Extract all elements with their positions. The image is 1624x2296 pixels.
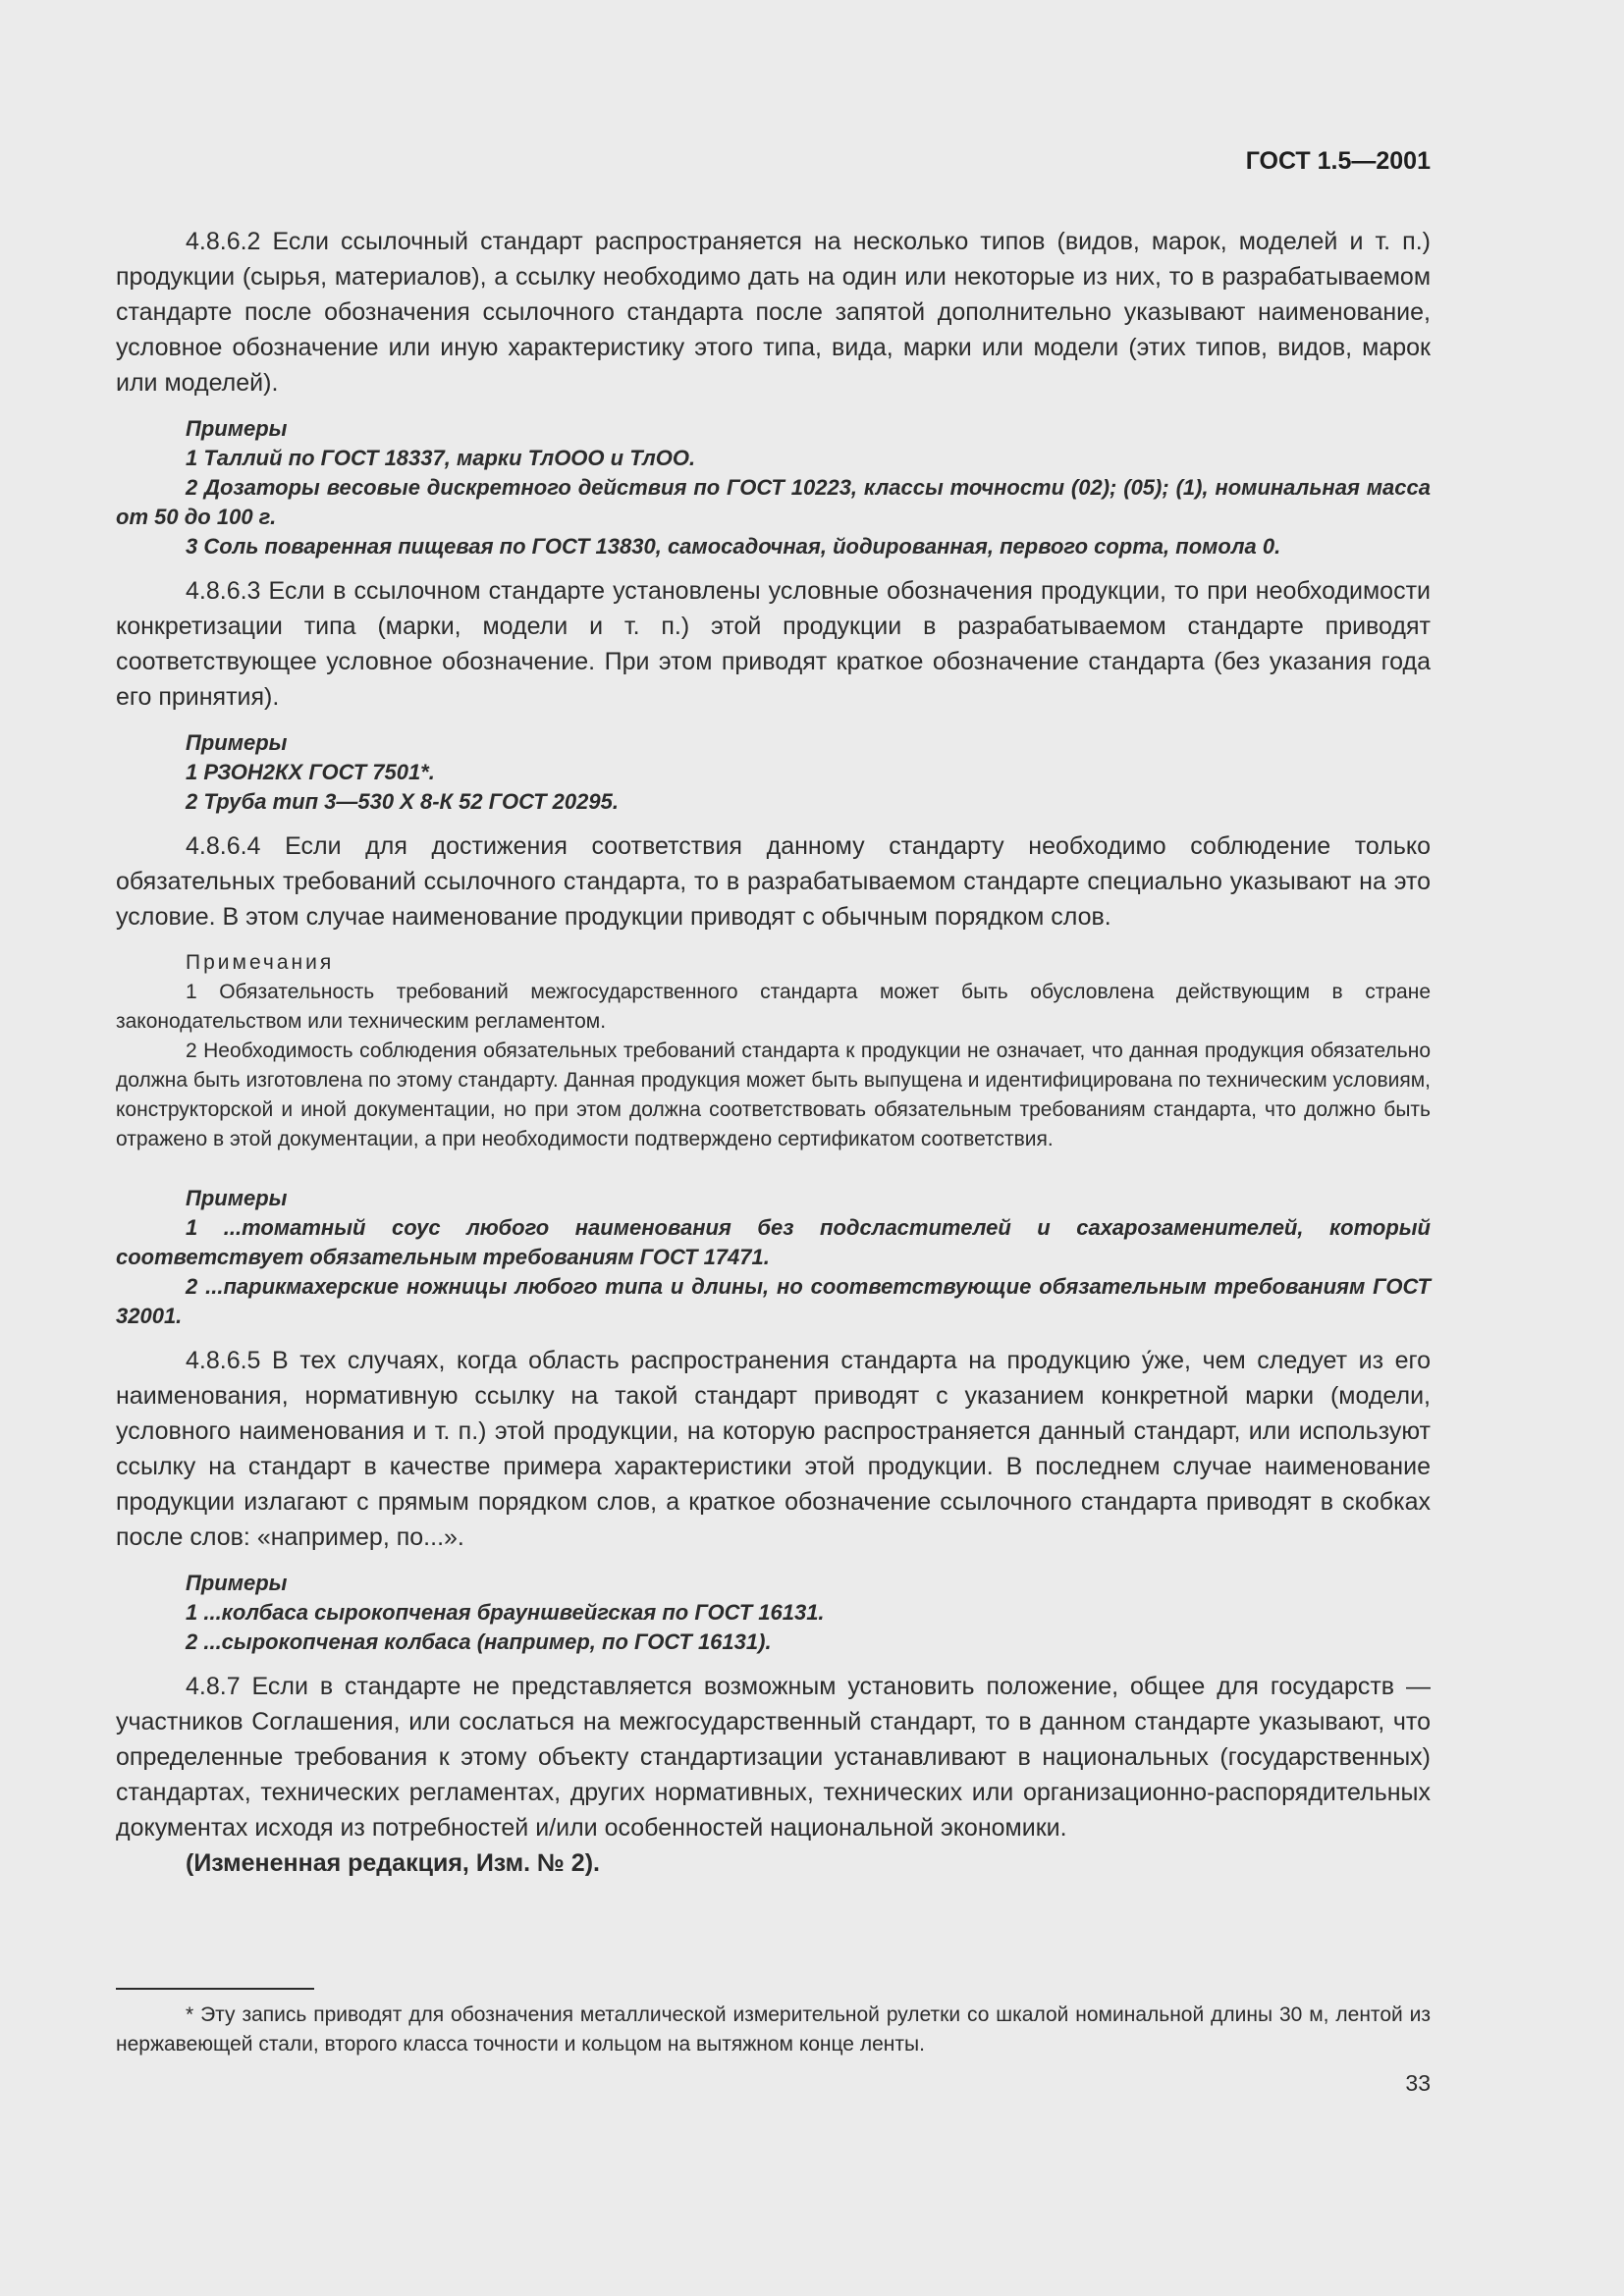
examples-title: Примеры bbox=[186, 1571, 288, 1595]
amendment-note: (Измененная редакция, Изм. № 2). bbox=[186, 1849, 600, 1877]
example-item: 1 ...томатный соус любого наименования без подсластителей и сахарозаменителей, который соответствует обязательным требованиям ГОСТ 17471. bbox=[116, 1215, 1431, 1269]
example-item: 2 ...парикмахерские ножницы любого типа и длины, но соответствующие обязательным требованиям ГОСТ 32001. bbox=[116, 1274, 1431, 1328]
examples-block-3 bbox=[116, 1184, 1431, 1331]
note-item: 1 Обязательность требований межгосударственного стандарта может быть обусловлена действующим в стране законодательством или техническим регламентом. bbox=[116, 981, 1431, 1033]
example-item: 3 Соль поваренная пищевая по ГОСТ 13830, самосадочная, йодированная, первого сорта, помола 0. bbox=[186, 534, 1281, 559]
examples-block-4 bbox=[116, 1569, 1431, 1657]
example-item: 1 ...колбаса сырокопченая брауншвейгская по ГОСТ 16131. bbox=[186, 1600, 825, 1625]
examples-block-2 bbox=[116, 728, 1431, 817]
notes-block bbox=[116, 948, 1431, 1154]
examples-title: Примеры bbox=[186, 416, 288, 441]
note-item: 2 Необходимость соблюдения обязательных требований стандарта к продукции не означает, что данная продукция обязательно должна быть изготовлена по этому стандарту. Данная продукция может быть выпущена и идентифицирована по техническим условиям, конструкторской и иной документации, но при этом должна соответствовать обязательным требованиям стандарта, что должно быть отражено в этой документации, а при необходимости подтверждено сертификатом соответствия. bbox=[116, 1040, 1431, 1150]
footnote-divider bbox=[116, 1988, 314, 1990]
examples-title: Примеры bbox=[186, 730, 288, 755]
document-header: ГОСТ 1.5—2001 bbox=[1245, 147, 1431, 175]
page-number: 33 bbox=[1405, 2070, 1431, 2096]
document-body bbox=[116, 224, 1431, 1881]
example-item: 2 Дозаторы весовые дискретного действия по ГОСТ 10223, классы точности (02); (05); (1), номинальная масса от 50 до 100 г. bbox=[116, 475, 1431, 529]
paragraph-4-8-6-2: 4.8.6.2 Если ссылочный стандарт распространяется на несколько типов (видов, марок, моделей и т. п.) продукции (сырья, материалов), а ссылку необходимо дать на один или некоторые из них, то в разрабатываемом стандарте после обозначения ссылочного стандарта после запятой дополнительно указывают наименование, условное обозначение или иную характеристику этого типа, вида, марки или модели (этих типов, видов, марок или моделей). bbox=[116, 228, 1431, 397]
paragraph-4-8-6-4: 4.8.6.4 Если для достижения соответствия данному стандарту необходимо соблюдение только обязательных требований ссылочного стандарта, то в разрабатываемом стандарте специально указывают на это условие. В этом случае наименование продукции приводят с обычным порядком слов. bbox=[116, 832, 1431, 931]
notes-title: Примечания bbox=[186, 951, 335, 974]
example-item: 2 Труба тип 3—530 X 8-К 52 ГОСТ 20295. bbox=[186, 789, 619, 814]
paragraph-4-8-6-3: 4.8.6.3 Если в ссылочном стандарте установлены условные обозначения продукции, то при необходимости конкретизации типа (марки, модели и т. п.) этой продукции в разрабатываемом стандарте приводят соответствующее условное обозначение. При этом приводят краткое обозначение стандарта (без указания года его принятия). bbox=[116, 577, 1431, 711]
paragraph-4-8-6-5: 4.8.6.5 В тех случаях, когда область распространения стандарта на продукцию у́же, чем следует из его наименования, нормативную ссылку на такой стандарт приводят с указанием конкретной марки (модели, условного наименования и т. п.) этой продукции, на которую распространяется данный стандарт, или используют ссылку на стандарт в качестве примера характеристики этой продукции. В последнем случае наименование продукции излагают с прямым порядком слов, а краткое обозначение ссылочного стандарта приводят в скобках после слов: «например, по...». bbox=[116, 1347, 1431, 1551]
examples-title: Примеры bbox=[186, 1186, 288, 1210]
examples-block-1 bbox=[116, 414, 1431, 561]
example-item: 2 ...сырокопченая колбаса (например, по ГОСТ 16131). bbox=[186, 1629, 772, 1654]
footnote: * Эту запись приводят для обозначения металлической измерительной рулетки со шкалой номинальной длины 30 м, лентой из нержавеющей стали, второго класса точности и кольцом на вытяжном конце ленты. bbox=[116, 2003, 1431, 2056]
paragraph-4-8-7: 4.8.7 Если в стандарте не представляется возможным установить положение, общее для государств — участников Соглашения, или сослаться на межгосударственный стандарт, то в данном стандарте указывают, что определенные требования к этому объекту стандартизации устанавливают в национальных (государственных) стандартах, технических регламентах, других нормативных, технических или организационно-распорядительных документах исходя из потребностей и/или особенностей национальной экономики. bbox=[116, 1673, 1431, 1842]
example-item: 1 Таллий по ГОСТ 18337, марки ТлОOO и ТлОО. bbox=[186, 446, 696, 470]
example-item: 1 РЗОН2КХ ГОСТ 7501*. bbox=[186, 760, 435, 784]
